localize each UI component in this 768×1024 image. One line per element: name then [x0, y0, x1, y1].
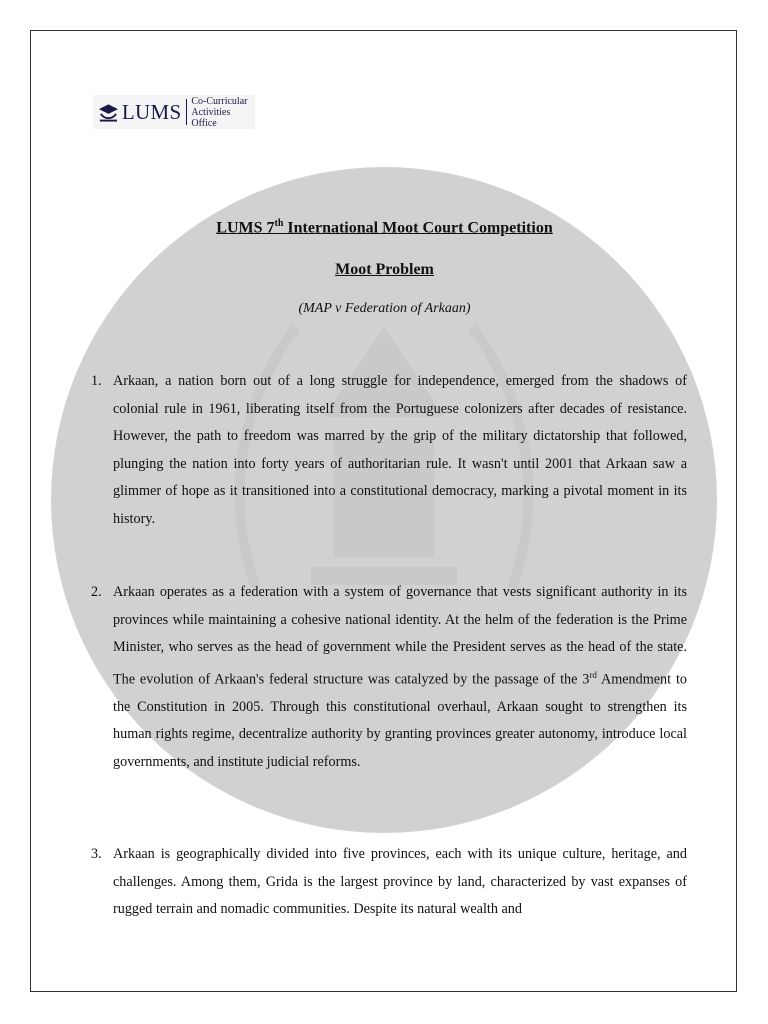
- case-name: (MAP v Federation of Arkaan): [298, 301, 471, 316]
- paragraph-number: 2.: [91, 584, 102, 600]
- document-subtitle: Moot Problem: [335, 261, 434, 278]
- paragraph-text-a: Arkaan operates as a federation with a system of governance that vests significant authority in its provinces while maintaining a cohesive national identity. At the helm of the federation is the Prime Minister, who serves as the head of government while the President serves as the head of the state. The evolution of Arkaan's federal structure was catalyzed by the passage of the 3: [113, 584, 687, 688]
- paragraph-text: Arkaan, a nation born out of a long struggle for independence, emerged from the shadows of colonial rule in 1961, liberating itself from the Portuguese colonizers after decades of resistance. However, the path to freedom was marred by the grip of the military dictatorship that followed, plunging the nation into forty years of authoritarian rule. It wasn't until 2001 that Arkaan saw a glimmer of hope as it transitioned into a constitutional democracy, marking a pivotal moment in its history.: [113, 373, 687, 527]
- logo-divider: [186, 99, 187, 125]
- paragraph-number: 3.: [91, 846, 102, 862]
- paragraph-superscript: rd: [589, 669, 597, 680]
- paragraph-1: [91, 368, 687, 533]
- logo-subtitle-line2: Activities Office: [191, 106, 231, 129]
- title-text-post: International Moot Court Competition: [283, 219, 553, 237]
- paragraph-number: 1.: [91, 373, 102, 389]
- document-title: [31, 218, 737, 237]
- paragraph-text-b: Amendment to the Constitution in 2005. Through this constitutional overhaul, Arkaan sought to strengthen its human rights regime, decentralize authority by granting provinces greater autonomy, introduce local governments, and institute judicial reforms.: [113, 671, 688, 770]
- logo-subtitle: [191, 96, 255, 129]
- title-superscript: th: [274, 218, 284, 229]
- lums-logo: [93, 95, 255, 129]
- paragraph-3: [91, 841, 687, 924]
- logo-subtitle-line1: Co-Curricular: [191, 95, 248, 107]
- paragraph-2: [91, 579, 688, 776]
- logo-text: LUMS: [121, 99, 182, 124]
- paragraph-text: Arkaan is geographically divided into five provinces, each with its unique culture, heritage, and challenges. Among them, Grida is the largest province by land, characterized by vast expanses of rugged terrain and nomadic communities. Despite its natural wealth and: [113, 846, 687, 917]
- document-page: [30, 30, 737, 992]
- title-text-pre: LUMS 7: [216, 219, 275, 237]
- lums-crest-icon: [97, 101, 120, 123]
